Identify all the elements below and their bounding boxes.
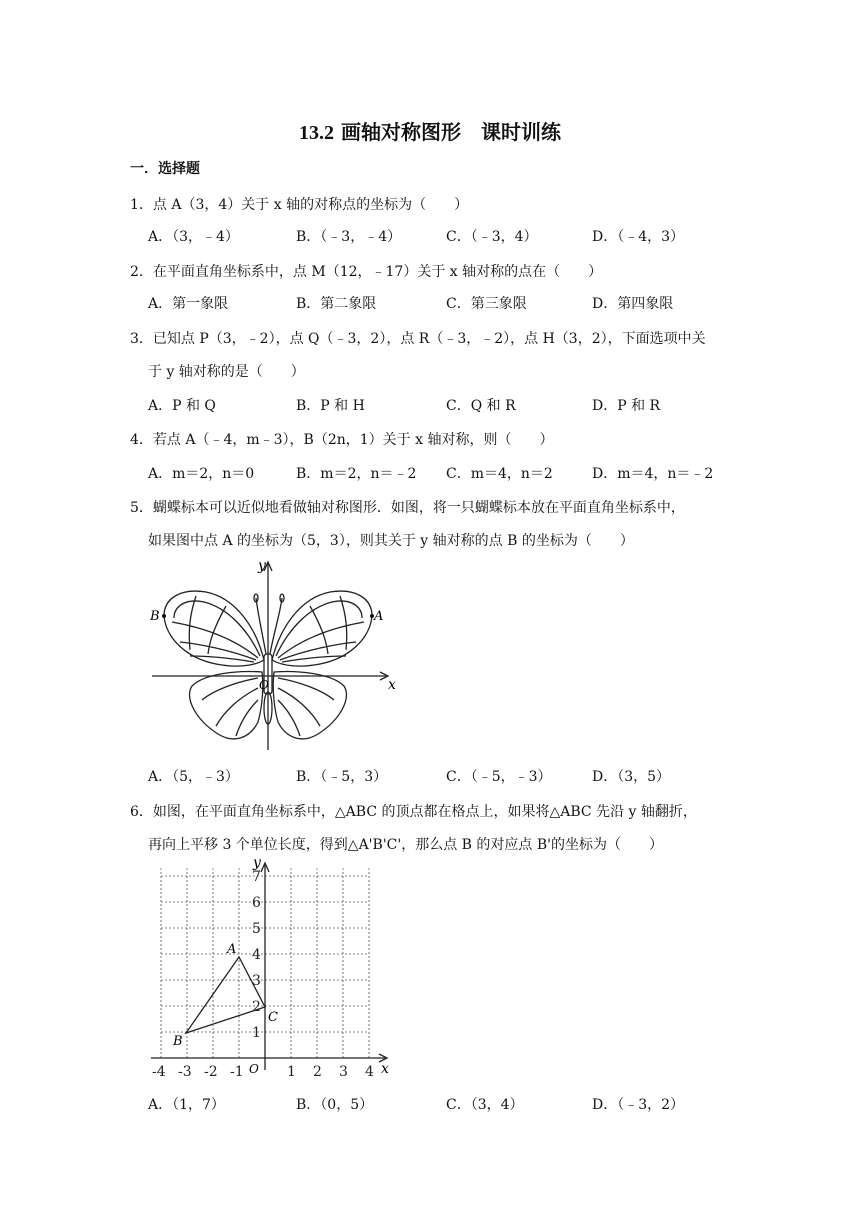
question-1-stem: 1．点 A（3，4）关于 x 轴的对称点的坐标为（ ） xyxy=(130,197,469,213)
page-title xyxy=(0,116,860,145)
q6-option-a: A．（1，7） xyxy=(148,1097,225,1113)
y-axis-label: y xyxy=(253,855,261,871)
q5-option-c: C．（﹣5，﹣3） xyxy=(446,769,552,785)
q1-option-a: A．（3，﹣4） xyxy=(148,229,239,245)
question-3-stem-line2: 于 y 轴对称的是（ ） xyxy=(148,364,305,380)
y-tick-label: 6 xyxy=(252,895,261,911)
q4-option-c: C．m＝4，n＝2 xyxy=(446,466,553,482)
q4-option-b: B．m＝2，n＝﹣2 xyxy=(296,466,417,482)
x-tick-label: 4 xyxy=(365,1064,374,1080)
question-6-stem-line2: 再向上平移 3 个单位长度，得到△A'B'C'，那么点 B 的对应点 B'的坐标为（ ） xyxy=(148,837,664,853)
butterfly-figure xyxy=(150,558,410,758)
question-3-stem-line1: 3．已知点 P（3，﹣2），点 Q（﹣3，2），点 R（﹣3，﹣2），点 H（3，2），下面选项中关 xyxy=(130,331,706,347)
point-b-label: B xyxy=(173,1034,183,1049)
left-upper-wing xyxy=(164,591,264,666)
question-4-stem: 4．若点 A（﹣4，m﹣3），B（2n，1）关于 x 轴对称，则（ ） xyxy=(130,432,554,448)
q5-option-d: D．（3，5） xyxy=(592,769,671,785)
triangle-abc xyxy=(186,957,265,1033)
point-a-label: A xyxy=(374,609,384,624)
question-2-stem: 2．在平面直角坐标系中，点 M（12，﹣17）关于 x 轴对称的点在（ ） xyxy=(130,264,603,280)
origin-label: O xyxy=(249,1062,259,1076)
q5-option-a: A．（5，﹣3） xyxy=(148,769,239,785)
y-axis-label: y xyxy=(258,558,266,574)
point-c-label: C xyxy=(268,1010,278,1025)
q1-option-d: D．（﹣4，3） xyxy=(592,229,685,245)
q6-option-b: B．（0，5） xyxy=(296,1097,374,1113)
y-tick-label: 4 xyxy=(252,947,261,963)
x-tick-label: 1 xyxy=(287,1064,296,1080)
y-tick-label: 5 xyxy=(252,921,261,937)
q6-option-c: C．（3，4） xyxy=(446,1097,524,1113)
x-axis-label: x xyxy=(388,677,396,693)
title-number: 13.2 xyxy=(299,122,335,144)
right-upper-wing xyxy=(272,591,372,666)
point-b xyxy=(162,614,166,618)
q1-option-c: C．（﹣3，4） xyxy=(446,229,538,245)
q2-option-d: D．第四象限 xyxy=(592,296,674,312)
point-b-label: B xyxy=(150,609,160,624)
q5-option-b: B．（﹣5，3） xyxy=(296,769,388,785)
title-text: 画轴对称图形 课时训练 xyxy=(340,120,561,144)
left-antenna xyxy=(256,598,266,654)
x-axis-label: x xyxy=(381,1061,389,1077)
q6-option-d: D．（﹣3，2） xyxy=(592,1097,685,1113)
section-heading: 一．选择题 xyxy=(130,161,200,177)
origin-label: O xyxy=(259,678,269,692)
question-5-stem-line1: 5．蝴蝶标本可以近似地看做轴对称图形．如图，将一只蝴蝶标本放在平面直角坐标系中， xyxy=(130,500,685,516)
point-a-label: A xyxy=(227,942,237,957)
y-tick-label: 2 xyxy=(252,999,261,1015)
x-tick-label: -2 xyxy=(204,1064,218,1080)
q2-option-a: A．第一象限 xyxy=(148,296,229,312)
x-tick-label: -1 xyxy=(230,1064,244,1080)
y-tick-label: 3 xyxy=(252,973,261,989)
question-5-stem-line2: 如果图中点 A 的坐标为（5，3），则其关于 y 轴对称的点 B 的坐标为（ ） xyxy=(148,533,634,549)
q3-option-d: D．P 和 R xyxy=(592,398,661,414)
x-tick-label: -3 xyxy=(178,1064,192,1080)
left-lower-wing xyxy=(190,672,263,739)
q4-option-d: D．m＝4，n＝﹣2 xyxy=(592,466,714,482)
q3-option-a: A．P 和 Q xyxy=(148,398,216,414)
question-6-stem-line1: 6．如图，在平面直角坐标系中，△ABC 的顶点都在格点上，如果将△ABC 先沿 y 轴翻折， xyxy=(130,804,697,820)
y-tick-label: 1 xyxy=(252,1025,261,1041)
coordinate-grid-figure xyxy=(145,855,395,1085)
q2-option-c: C．第三象限 xyxy=(446,296,527,312)
x-tick-label: 2 xyxy=(313,1064,322,1080)
right-lower-wing xyxy=(273,672,346,739)
q4-option-a: A．m＝2，n＝0 xyxy=(148,466,255,482)
x-tick-label: -4 xyxy=(152,1064,166,1080)
q1-option-b: B．（﹣3，﹣4） xyxy=(296,229,402,245)
y-tick-label: 7 xyxy=(252,869,261,885)
q3-option-c: C．Q 和 R xyxy=(446,398,516,414)
x-tick-label: 3 xyxy=(339,1064,348,1080)
q3-option-b: B．P 和 H xyxy=(296,398,365,414)
q2-option-b: B．第二象限 xyxy=(296,296,377,312)
